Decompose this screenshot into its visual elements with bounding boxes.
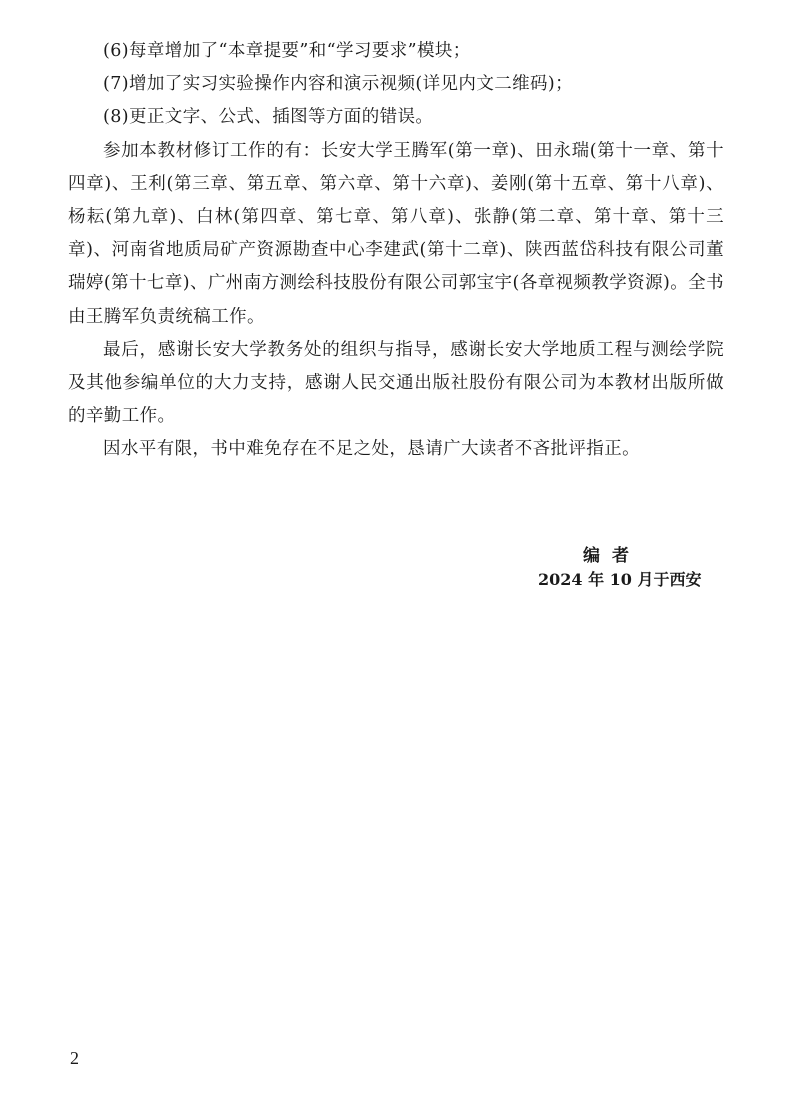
preface-body (68, 35, 724, 467)
acknowledgements-paragraph: 最后，感谢长安大学教务处的组织与指导，感谢长安大学地质工程与测绘学院及其他参编单位的大力支持，感谢人民交通出版社股份有限公司为本教材出版所做的辛勤工作。 (68, 339, 724, 427)
list-item-6: (6)每章增加了“本章提要”和“学习要求”模块； (103, 41, 471, 61)
list-item-8: (8)更正文字、公式、插图等方面的错误。 (103, 107, 434, 128)
signature-author: 编者 (583, 546, 641, 566)
contributors-paragraph: 参加本教材修订工作的有：长安大学王腾军(第一章)、田永瑞(第十一章、第十四章)、王利(第三章、第五章、第六章、第十六章)、姜刚(第十五章、第十八章)、杨耘(第九章)、白林(第四章、第七章、第八章)、张静(第二章、第十章、第十三章)、河南省地质局矿产资源勘查中心李建武(第十二章)、陕西蓝岱科技有限公司董瑞婷(第十七章)、广州南方测绘科技股份有限公司郭宝宇(各章视频教学资源)。全书由王腾军负责统稿工作。 (68, 140, 724, 327)
closing-paragraph: 因水平有限，书中难免存在不足之处，恳请广大读者不吝批评指正。 (103, 439, 640, 460)
list-item-7: (7)增加了实习实验操作内容和演示视频(详见内文二维码)； (103, 74, 574, 95)
page-number: 2 (70, 1048, 79, 1068)
signature-date: 2024 年 10 月于西安 (538, 570, 702, 589)
